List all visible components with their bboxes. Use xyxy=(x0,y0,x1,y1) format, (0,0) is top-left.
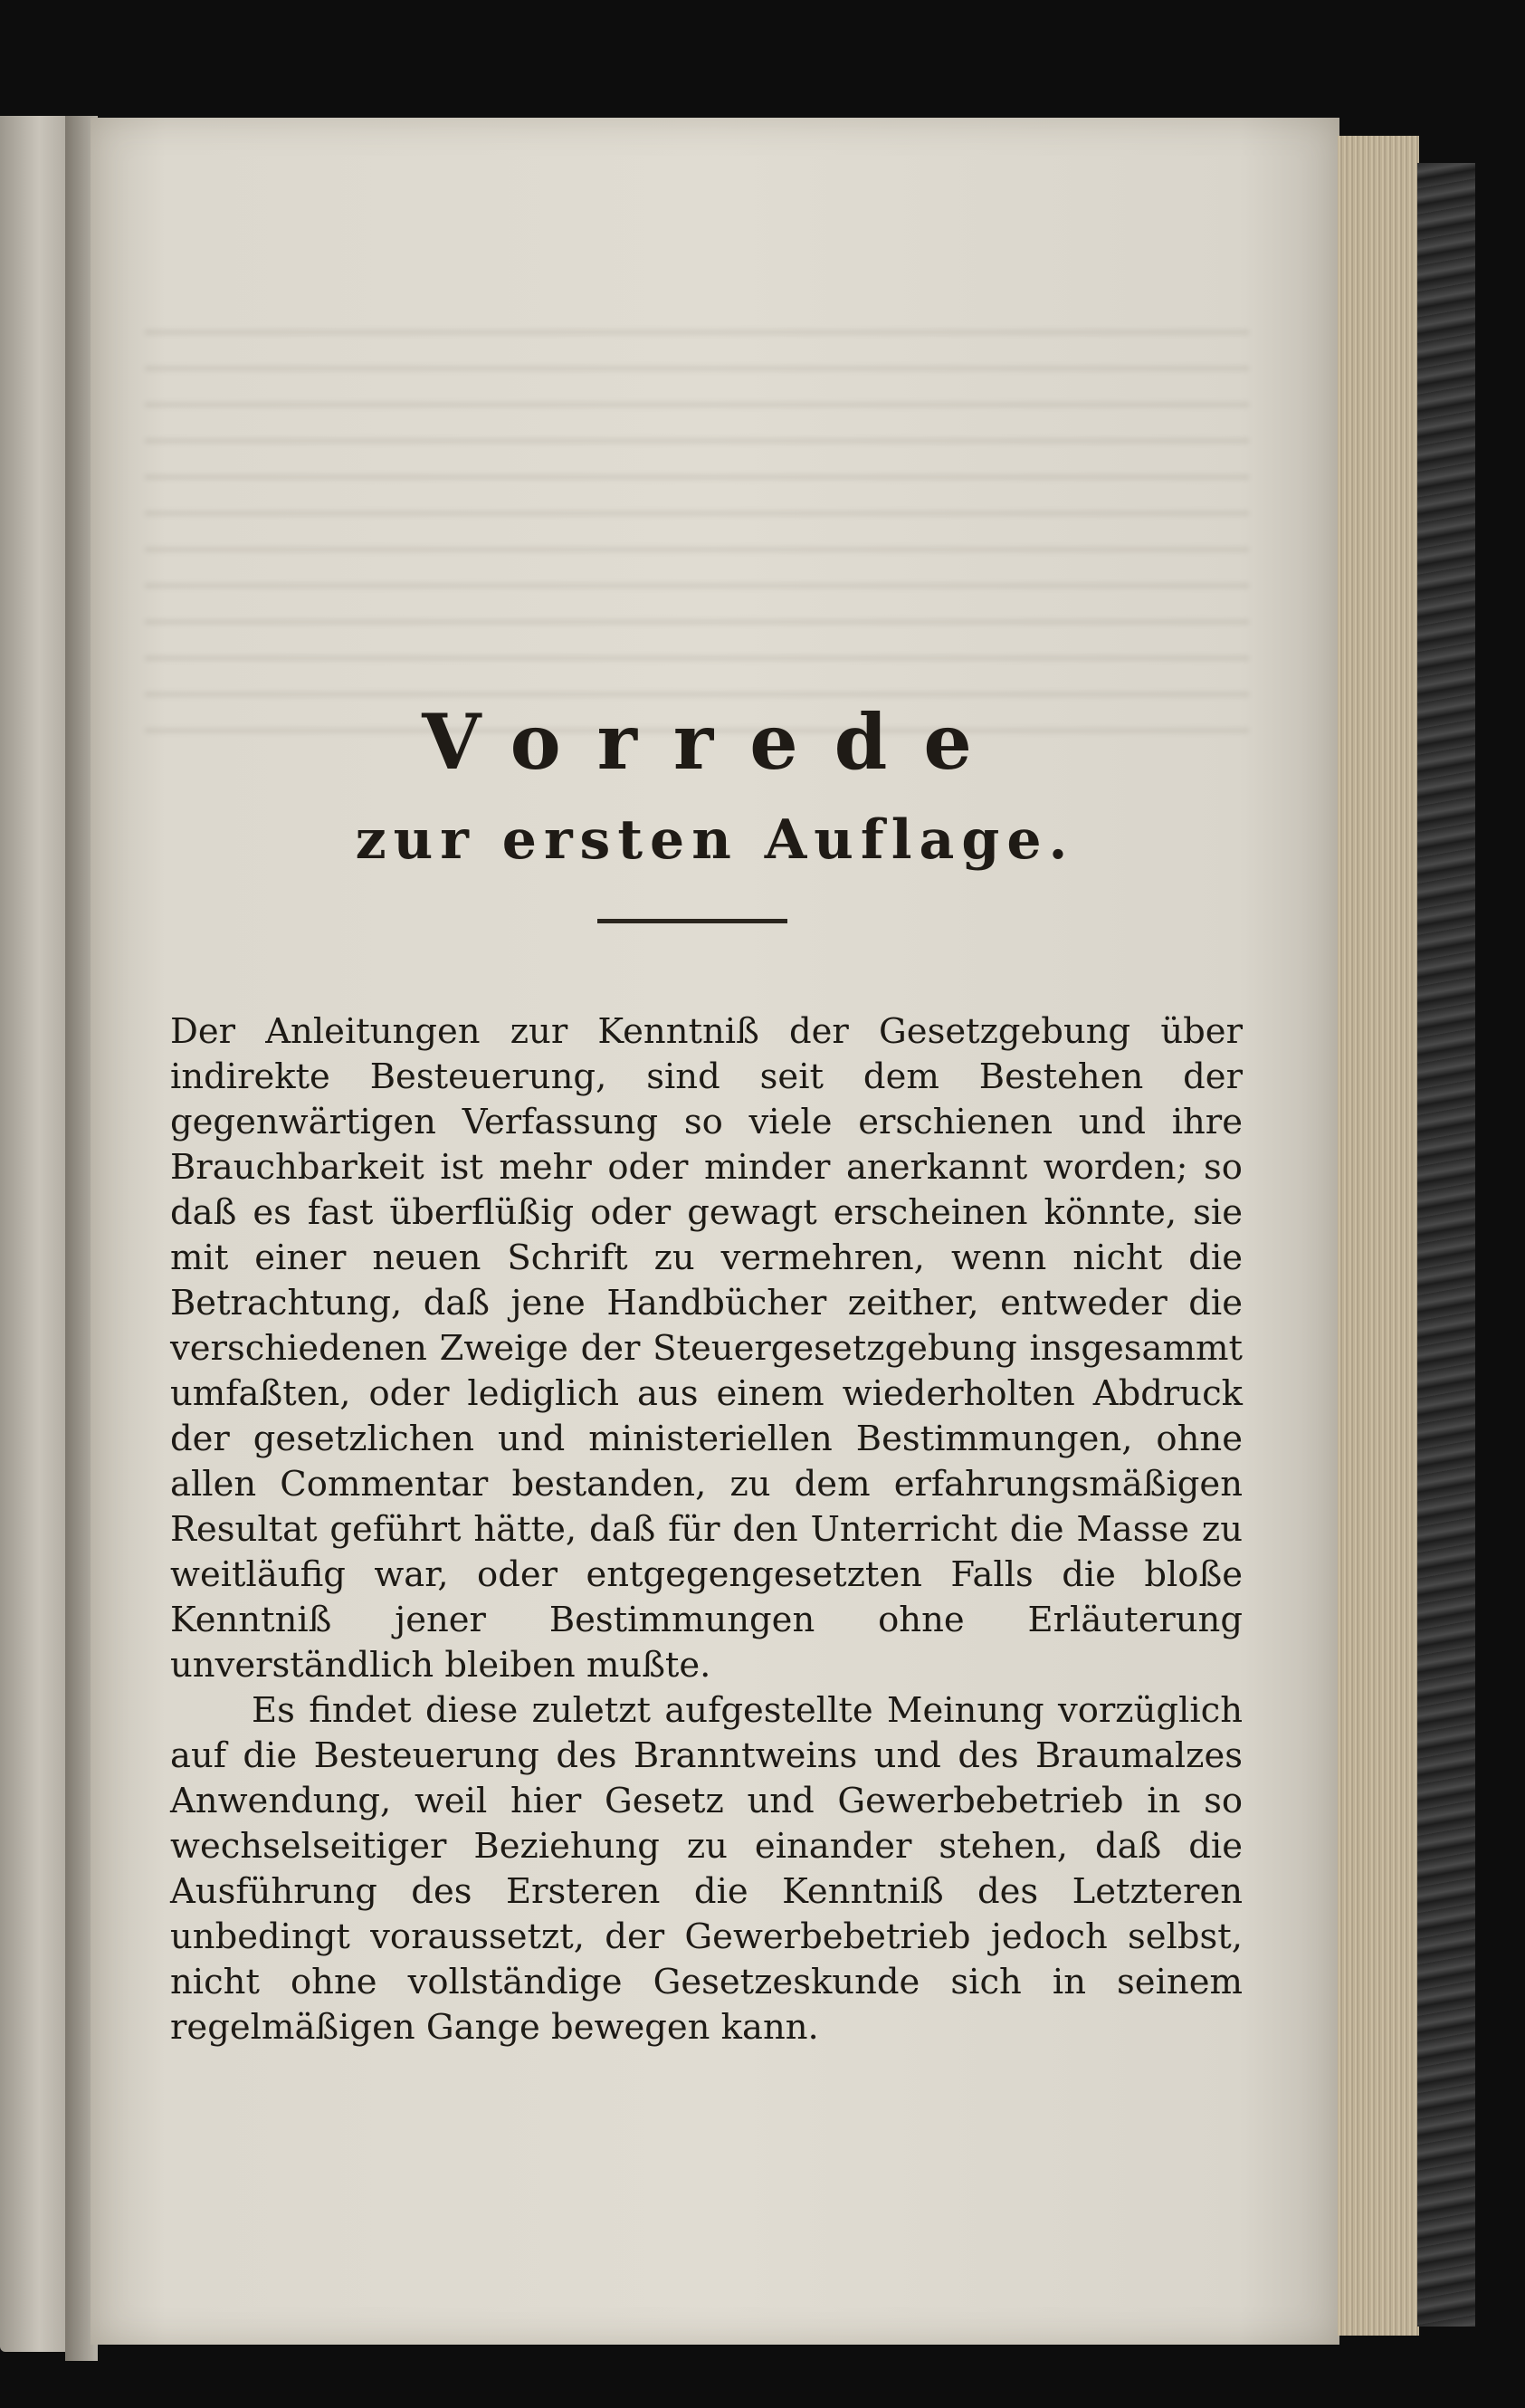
page-stack-edges xyxy=(1338,136,1419,2336)
page-title: Vorrede xyxy=(422,697,1008,787)
book-cover-edge xyxy=(1417,163,1475,2327)
body-text xyxy=(170,1009,1243,2050)
paragraph-1: Der Anleitungen zur Kenntniß der Gesetzgebung über indirekte Besteuerung, sind seit dem Bestehen der gegenwärtigen Verfassung so viele erschienen und ihre Brauchbarkeit ist mehr oder minder anerkannt worden; so daß es fast überflüßig oder gewagt erscheinen könnte, sie mit einer neuen Schrift zu vermehren, wenn nicht die Betrachtung, daß jene Handbücher zeither, entweder die verschiedenen Zweige der Steuergesetzgebung insgesammt umfaßten, oder lediglich aus einem wiederholten Abdruck der gesetzlichen und ministeriellen Bestimmungen, ohne allen Commentar bestanden, zu dem erfahrungsmäßigen Resultat geführt hätte, daß für den Unterricht die Masse zu weitläufig war, oder entgegengesetzten Falls die bloße Kenntniß jener Bestimmungen ohne Erläuterung unverständlich bleiben mußte. xyxy=(170,1011,1243,1686)
bleed-through-text xyxy=(145,299,1249,751)
page-subtitle: zur ersten Auflage. xyxy=(355,808,1075,872)
left-page-edge xyxy=(0,116,65,2352)
title-divider xyxy=(597,919,787,923)
paragraph-2: Es findet diese zuletzt aufgestellte Meinung vorzüglich auf die Besteuerung des Branntweins und des Braumalzes Anwendung, weil hier Gesetz und Gewerbebetrieb in so wechselseitiger Beziehung zu einander stehen, daß die Ausführung des Ersteren die Kenntniß des Letzteren unbedingt voraussetzt, der Gewerbebetrieb jedoch selbst, nicht ohne vollständige Gesetzeskunde sich in seinem regelmäßigen Gange bewegen kann. xyxy=(170,1690,1243,2048)
